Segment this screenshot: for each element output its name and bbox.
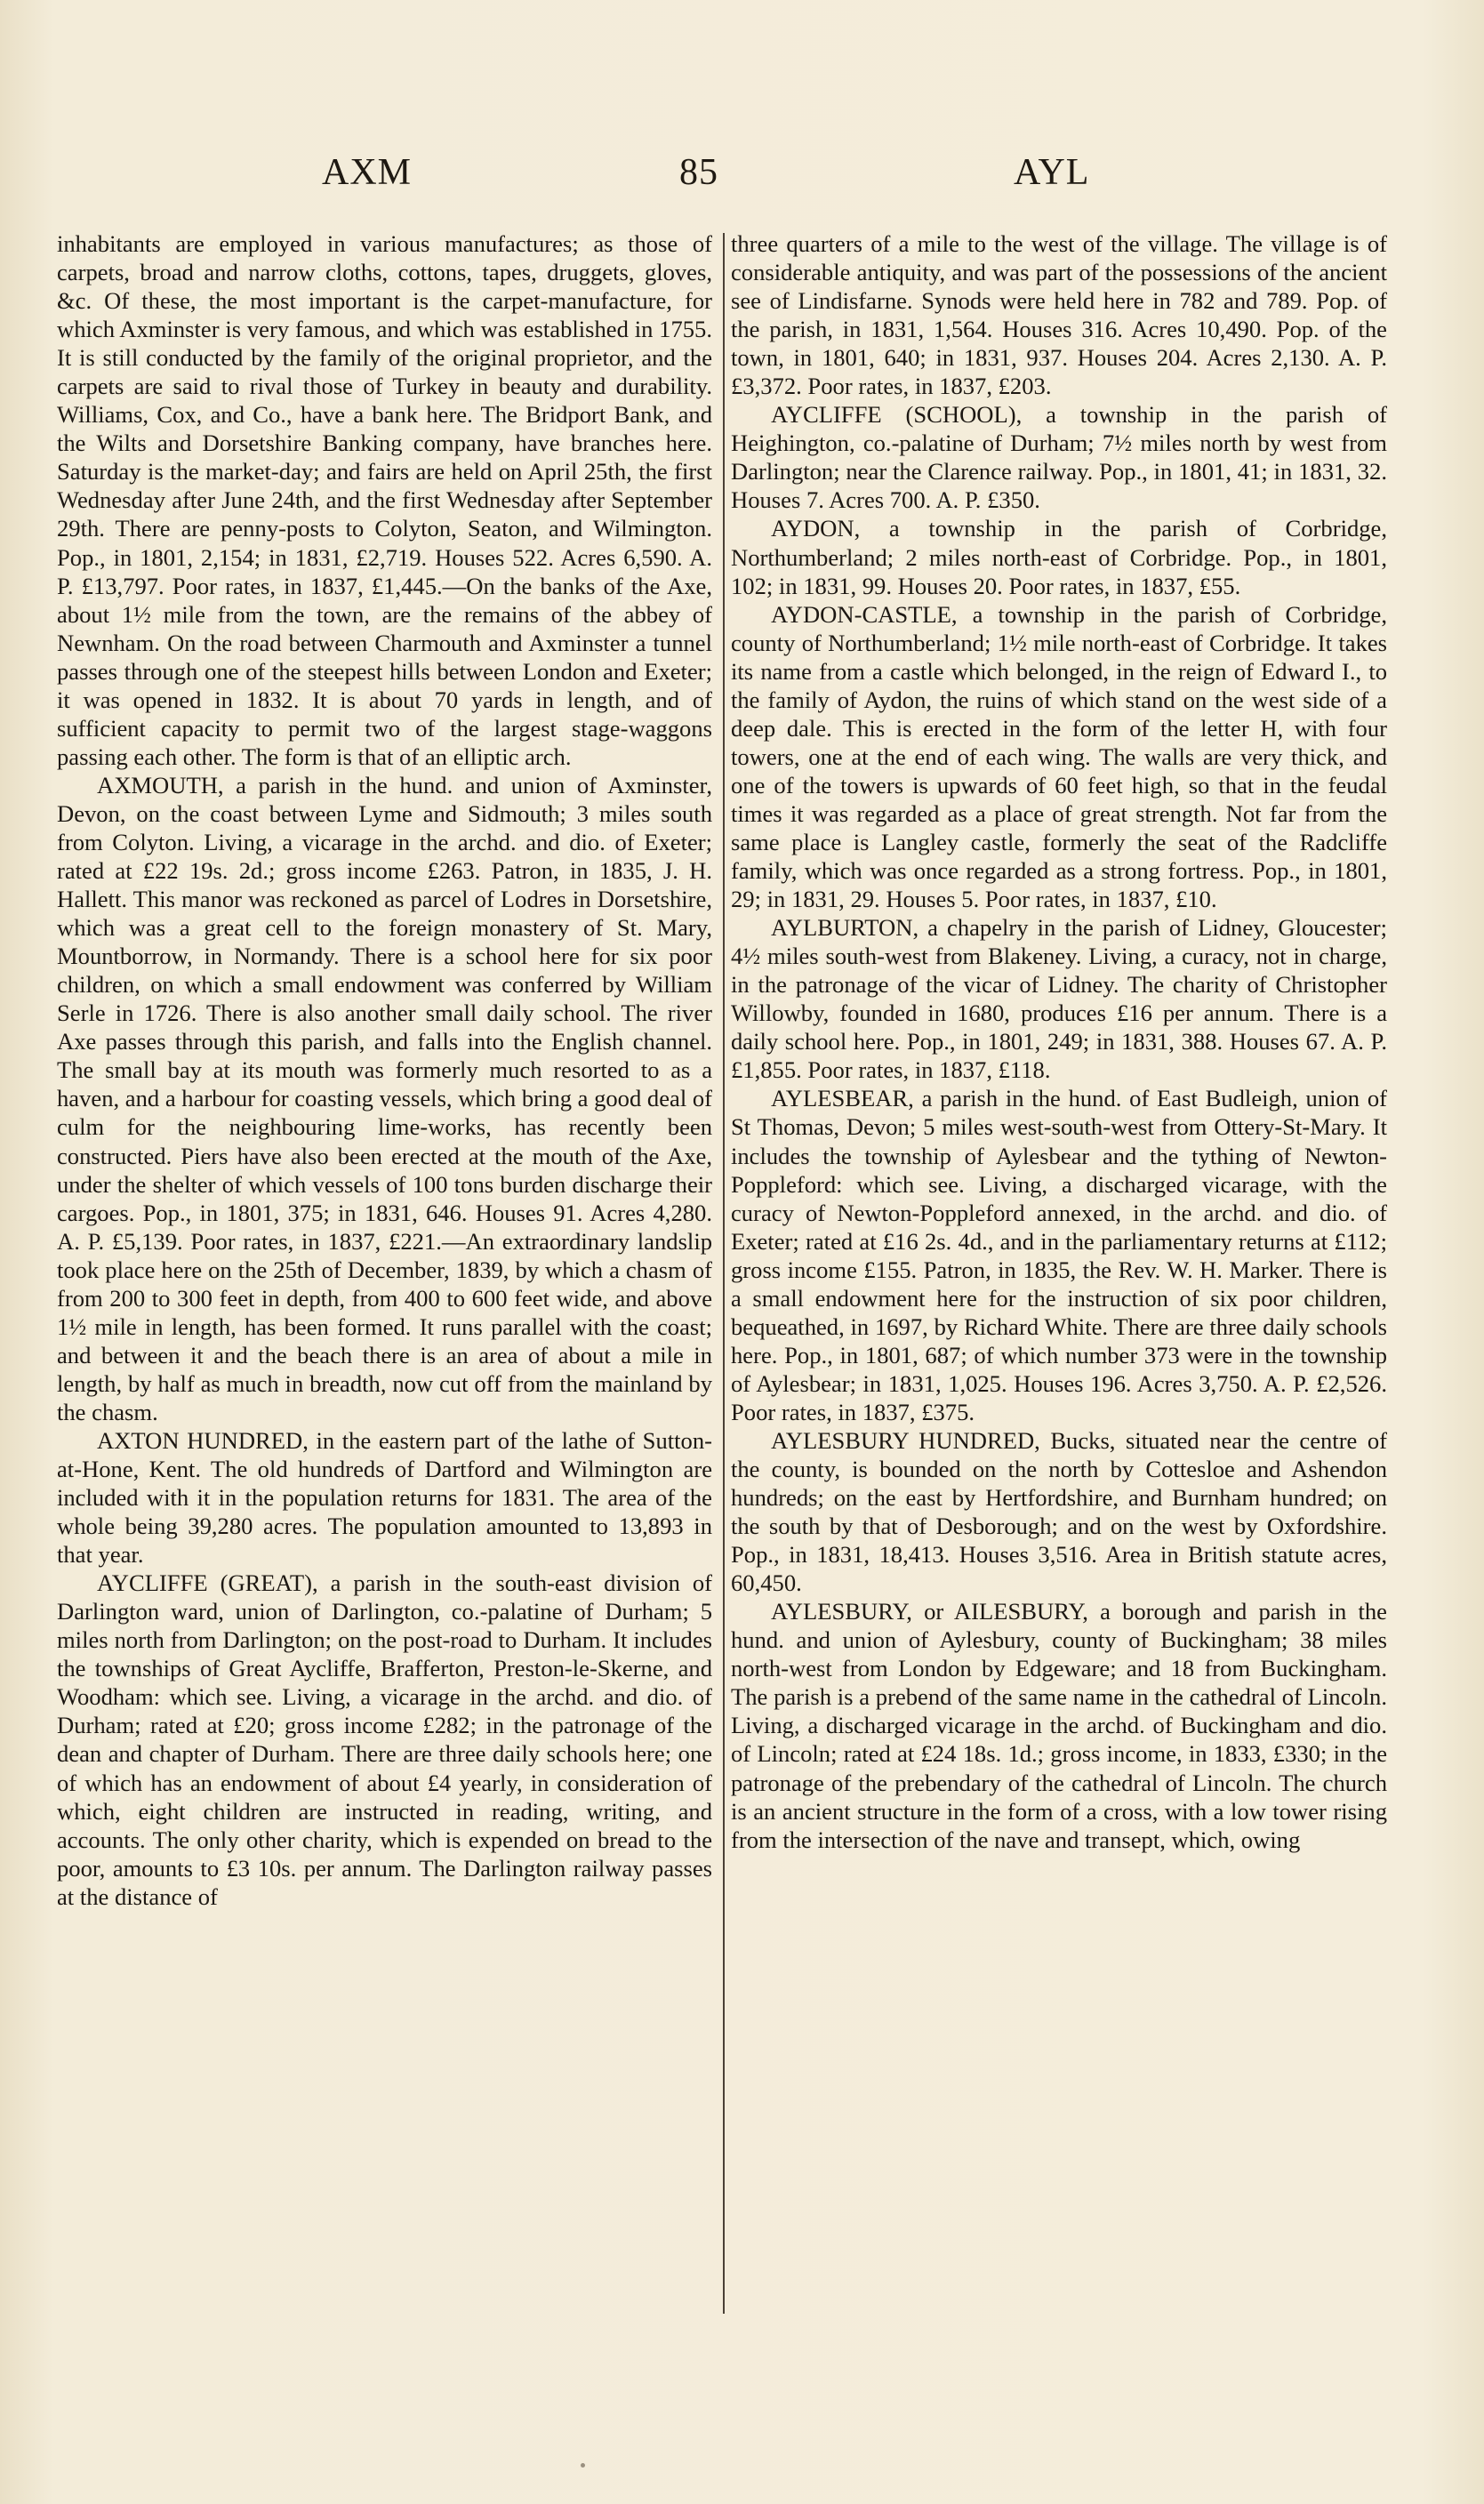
right-column xyxy=(731,229,1387,1854)
entry-aylesbear: AYLESBEAR, a parish in the hund. of East Budleigh, union of St Thomas, Devon; 5 miles west-south-west from Ottery-St-Mary. It includes the township of Aylesbear and the tything of Newton-Poppleford: which see. Living, a discharged vicarage, with the curacy of Newton-Poppleford annexed, in the archd. and dio. of Exeter; rated at £16 2s. 4d., and in the parliamentary returns at £112; gross income £155. Patron, in 1835, the Rev. W. H. Marker. There is a small endowment here for the instruction of six poor children, bequeathed, in 1697, by Richard White. There are three daily schools here. Pop., in 1801, 687; of which number 373 were in the township of Aylesbear; in 1831, 1,025. Houses 196. Acres 3,750. A. P. £2,526. Poor rates, in 1837, £375. xyxy=(731,1085,1387,1425)
entry-aylburton: AYLBURTON, a chapelry in the parish of Lidney, Gloucester; 4½ miles south-west from Blakeney. Living, a curacy, not in charge, in the patronage of the vicar of Lidney. The charity of Christopher Willowby, founded in 1680, produces £16 per annum. There is a daily school here. Pop., in 1801, 249; in 1831, 388. Houses 67. A. P. £1,855. Poor rates, in 1837, £118. xyxy=(731,914,1387,1084)
entry-aydon: AYDON, a township in the parish of Corbridge, Northumberland; 2 miles north-east of Corbridge. Pop., in 1801, 102; in 1831, 99. Houses 20. Poor rates, in 1837, £55. xyxy=(731,515,1387,599)
entry-aycliffe-school: AYCLIFFE (SCHOOL), a township in the parish of Heighington, co.-palatine of Durham; 7½ miles north by west from Darlington; near the Clarence railway. Pop., in 1801, 41; in 1831, 32. Houses 7. Acres 700. A. P. £350. xyxy=(731,401,1387,514)
page-number: 85 xyxy=(679,152,718,193)
entry-aylesbury: AYLESBURY, or AILESBURY, a borough and parish in the hund. and union of Aylesbury, county of Buckingham; 38 miles north-west from London by Edgeware; and 18 from Buckingham. The parish is a prebend of the same name in the cathedral of Lincoln. Living, a discharged vicarage in the archd. of Buckingham and dio. of Lincoln; rated at £24 18s. 1d.; gross income, in 1833, £330; in the patronage of the prebendary of the cathedral of Lincoln. The church is an ancient structure in the form of a cross, with a low tower rising from the intersection of the nave and transept, which, owing xyxy=(731,1598,1387,1853)
entry-aylesbury-hundred: AYLESBURY HUNDRED, Bucks, situated near the centre of the county, is bounded on the north by Cottesloe and Ashendon hundreds; on the east by Hertfordshire, and Burnham hundred; on the south by that of Desborough; and on the west by Oxfordshire. Pop., in 1831, 18,413. Houses 3,516. Area in British statute acres, 60,450. xyxy=(731,1426,1387,1597)
entry-axmouth: AXMOUTH, a parish in the hund. and union of Axminster, Devon, on the coast between Lyme and Sidmouth; 3 miles south from Colyton. Living, a vicarage in the archd. and dio. of Exeter; rated at £22 19s. 2d.; gross income £263. Patron, in 1835, J. H. Hallett. This manor was reckoned as parcel of Lodres in Dorsetshire, which was a great cell to the foreign monastery of St. Mary, Mountborrow, in Normandy. There is a school here for six poor children, on which a small endowment was conferred by William Serle in 1726. There is also another small daily school. The river Axe passes through this parish, and falls into the English channel. The small bay at its mouth was formerly much resorted to as a haven, and a harbour for coasting vessels, which bring a good deal of culm for the neighbouring lime-works, has recently been constructed. Piers have also been erected at the mouth of the Axe, under the shelter of which vessels of 100 tons burden discharge their cargoes. Pop., in 1801, 375; in 1831, 646. Houses 91. Acres 4,280. A. P. £5,139. Poor rates, in 1837, £221.—An extraordinary landslip took place here on the 25th of December, 1839, by which a chasm of from 200 to 300 feet in depth, from 400 to 600 feet wide, and above 1½ mile in length, has been formed. It runs parallel with the coast; and between it and the beach there is an area of about a mile in length, by half as much in breadth, now cut off from the mainland by the chasm. xyxy=(57,771,713,1425)
header-right-catchword: AYL xyxy=(1014,152,1090,193)
entry-aycliffe-great-continued: three quarters of a mile to the west of the village. The village is of considerable antiquity, and was part of the possessions of the ancient see of Lindisfarne. Synods were held here in 782 and 789. Pop. of the parish, in 1831, 1,564. Houses 316. Acres 10,490. Pop. of the town, in 1801, 640; in 1831, 937. Houses 204. Acres 2,130. A. P. £3,372. Poor rates, in 1837, £203. xyxy=(731,230,1387,400)
column-divider xyxy=(723,233,725,2314)
left-column xyxy=(57,229,712,1911)
header-left-catchword: AXM xyxy=(322,152,413,193)
entry-axton-hundred: AXTON HUNDRED, in the eastern part of the lathe of Sutton-at-Hone, Kent. The old hundreds of Dartford and Wilmington are included with it in the population returns for 1831. The area of the whole being 39,280 acres. The population amounted to 13,893 in that year. xyxy=(57,1426,712,1569)
entry-aydon-castle: AYDON-CASTLE, a township in the parish of Corbridge, county of Northumberland; 1½ mile north-east of Corbridge. It takes its name from a castle which belonged, in the reign of Edward I., to the family of Aydon, the ruins of which stand on the west side of a deep dale. This is erected in the form of the letter H, with four towers, one at the end of each wing. The walls are very thick, and one of the towers is upwards of 60 feet high, so that in the feudal times it was regarded as a place of great strength. Not far from the same place is Langley castle, formerly the seat of the Radcliffe family, which was once regarded as a strong fortress. Pop., in 1801, 29; in 1831, 29. Houses 5. Poor rates, in 1837, £10. xyxy=(731,600,1387,913)
entry-axminster-continued: inhabitants are employed in various manufactures; as those of carpets, broad and narrow cloths, cottons, tapes, druggets, gloves, &c. Of these, the most important is the carpet-manufacture, for which Axminster is very famous, and which was established in 1755. It is still conducted by the family of the original proprietor, and the carpets are said to rival those of Turkey in beauty and durability. Williams, Cox, and Co., have a bank here. The Bridport Bank, and the Wilts and Dorsetshire Banking company, have branches here. Saturday is the market-day; and fairs are held on April 25th, the first Wednesday after June 24th, and the first Wednesday after September 29th. There are penny-posts to Colyton, Seaton, and Wilmington. Pop., in 1801, 2,154; in 1831, £2,719. Houses 522. Acres 6,590. A. P. £13,797. Poor rates, in 1837, £1,445.—On the banks of the Axe, about 1½ mile from the town, are the remains of the abbey of Newnham. On the road between Charmouth and Axminster a tunnel passes through one of the steepest hills between London and Exeter; it was opened in 1832. It is about 70 yards in length, and of sufficient capacity to permit two of the largest stage-waggons passing each other. The form is that of an elliptic arch. xyxy=(57,230,712,770)
ink-speck xyxy=(581,2463,585,2468)
entry-aycliffe-great: AYCLIFFE (GREAT), a parish in the south-east division of Darlington ward, union of Darlington, co.-palatine of Durham; 5 miles north from Darlington; on the post-road to Durham. It includes the townships of Great Aycliffe, Brafferton, Preston-le-Skerne, and Woodham: which see. Living, a vicarage in the archd. and dio. of Durham; rated at £20; gross income £282; in the patronage of the dean and chapter of Durham. There are three daily schools here; one of which has an endowment of about £4 yearly, in consideration of which, eight children are instructed in reading, writing, and accounts. The only other charity, which is expended on bread to the poor, amounts to £3 10s. per annum. The Darlington railway passes at the distance of xyxy=(57,1569,712,1910)
running-header xyxy=(0,151,1484,205)
